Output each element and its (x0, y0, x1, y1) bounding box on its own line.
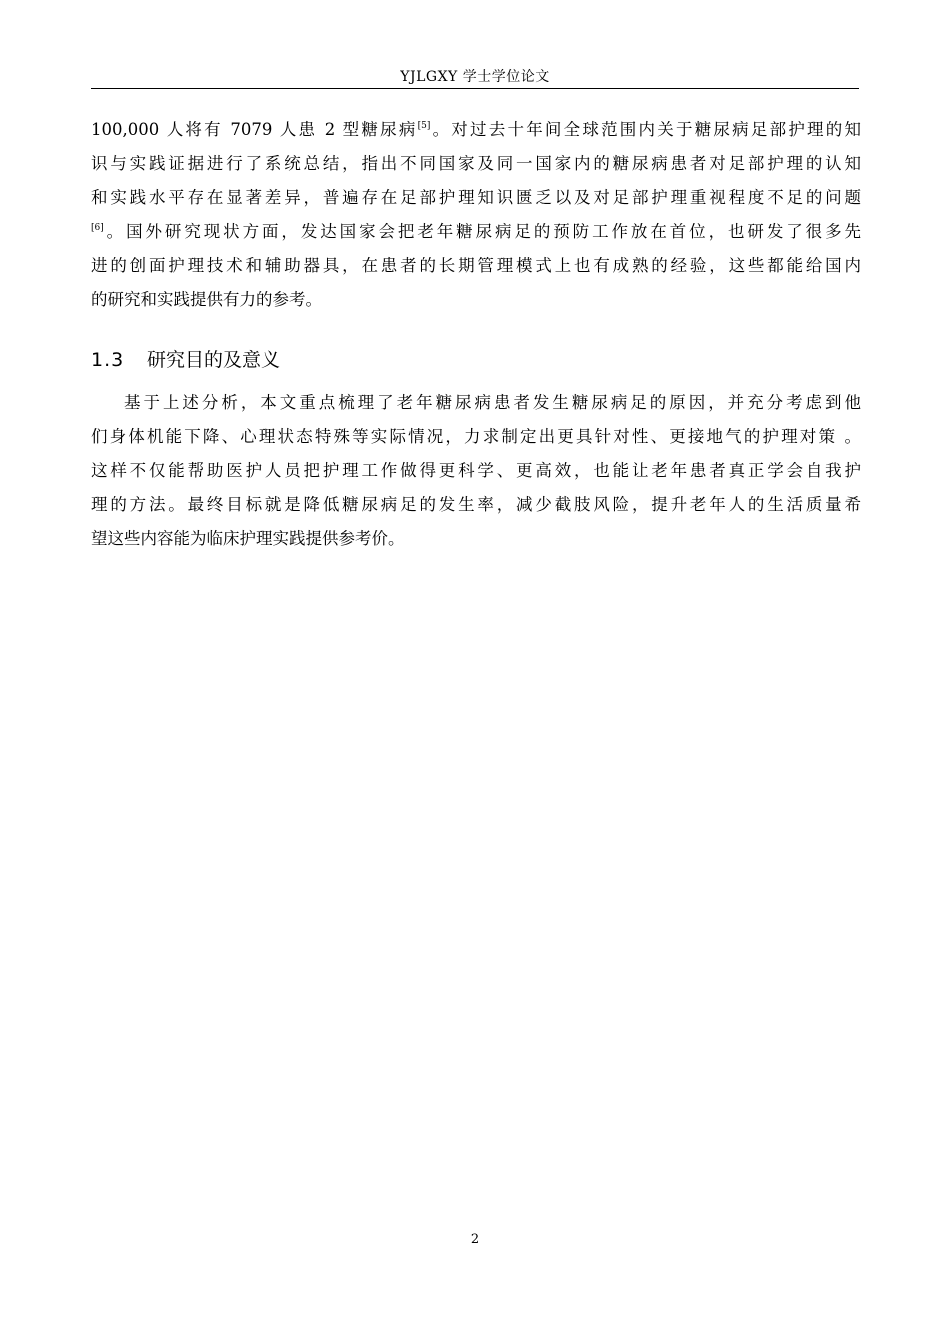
paragraph-line: 望这些内容能为临床护理实践提供参考价。 (91, 529, 405, 548)
paragraph-line: 这样不仅能帮助医护人员把护理工作做得更科学、更高效，也能让老年患者真正学会自我护 (91, 461, 861, 480)
paragraph-line: 们身体机能下降、心理状态特殊等实际情况，力求制定出更具针对性、更接地气的护理对策 。 (91, 427, 861, 446)
paragraph-line: 识与实践证据进行了系统总结，指出不同国家及同一国家内的糖尿病患者对足部护理的认知 (91, 154, 861, 173)
citation-ref: [6] (91, 223, 104, 233)
text-run: 。国外研究现状方面，发达国家会把老年糖尿病足的预防工作放在首位，也研发了很多先 (103, 222, 861, 241)
paragraph-research-purpose (91, 386, 861, 556)
paragraph-line: 进的创面护理技术和辅助器具，在患者的长期管理模式上也有成熟的经验，这些都能给国内 (91, 256, 861, 275)
text-run: 100,000 人将有 7079 人患 2 型糖尿病 (91, 120, 418, 139)
paragraph-line: 基于上述分析，本文重点梳理了老年糖尿病患者发生糖尿病足的原因，并充分考虑到他 (124, 393, 861, 412)
header-rule (91, 88, 859, 89)
section-title: 研究目的及意义 (147, 349, 281, 371)
paragraph-line (91, 113, 861, 147)
section-number: 1.3 (91, 349, 125, 371)
citation-ref: [5] (417, 121, 431, 131)
paragraph-line: 的研究和实践提供有力的参考。 (91, 290, 322, 309)
section-heading (91, 345, 280, 375)
paragraph-background-research (91, 113, 861, 317)
paragraph-line (91, 215, 861, 249)
page-number: 2 (470, 1232, 480, 1247)
paragraph-line: 理的方法。最终目标就是降低糖尿病足的发生率，减少截肢风险，提升老年人的生活质量希 (91, 495, 861, 514)
text-run: 。对过去十年间全球范围内关于糖尿病足部护理的知 (430, 120, 862, 139)
paragraph-line: 和实践水平存在显著差异，普遍存在足部护理知识匮乏以及对足部护理重视程度不足的问题 (91, 188, 861, 207)
running-header: YJLGXY 学士学位论文 (400, 69, 550, 85)
